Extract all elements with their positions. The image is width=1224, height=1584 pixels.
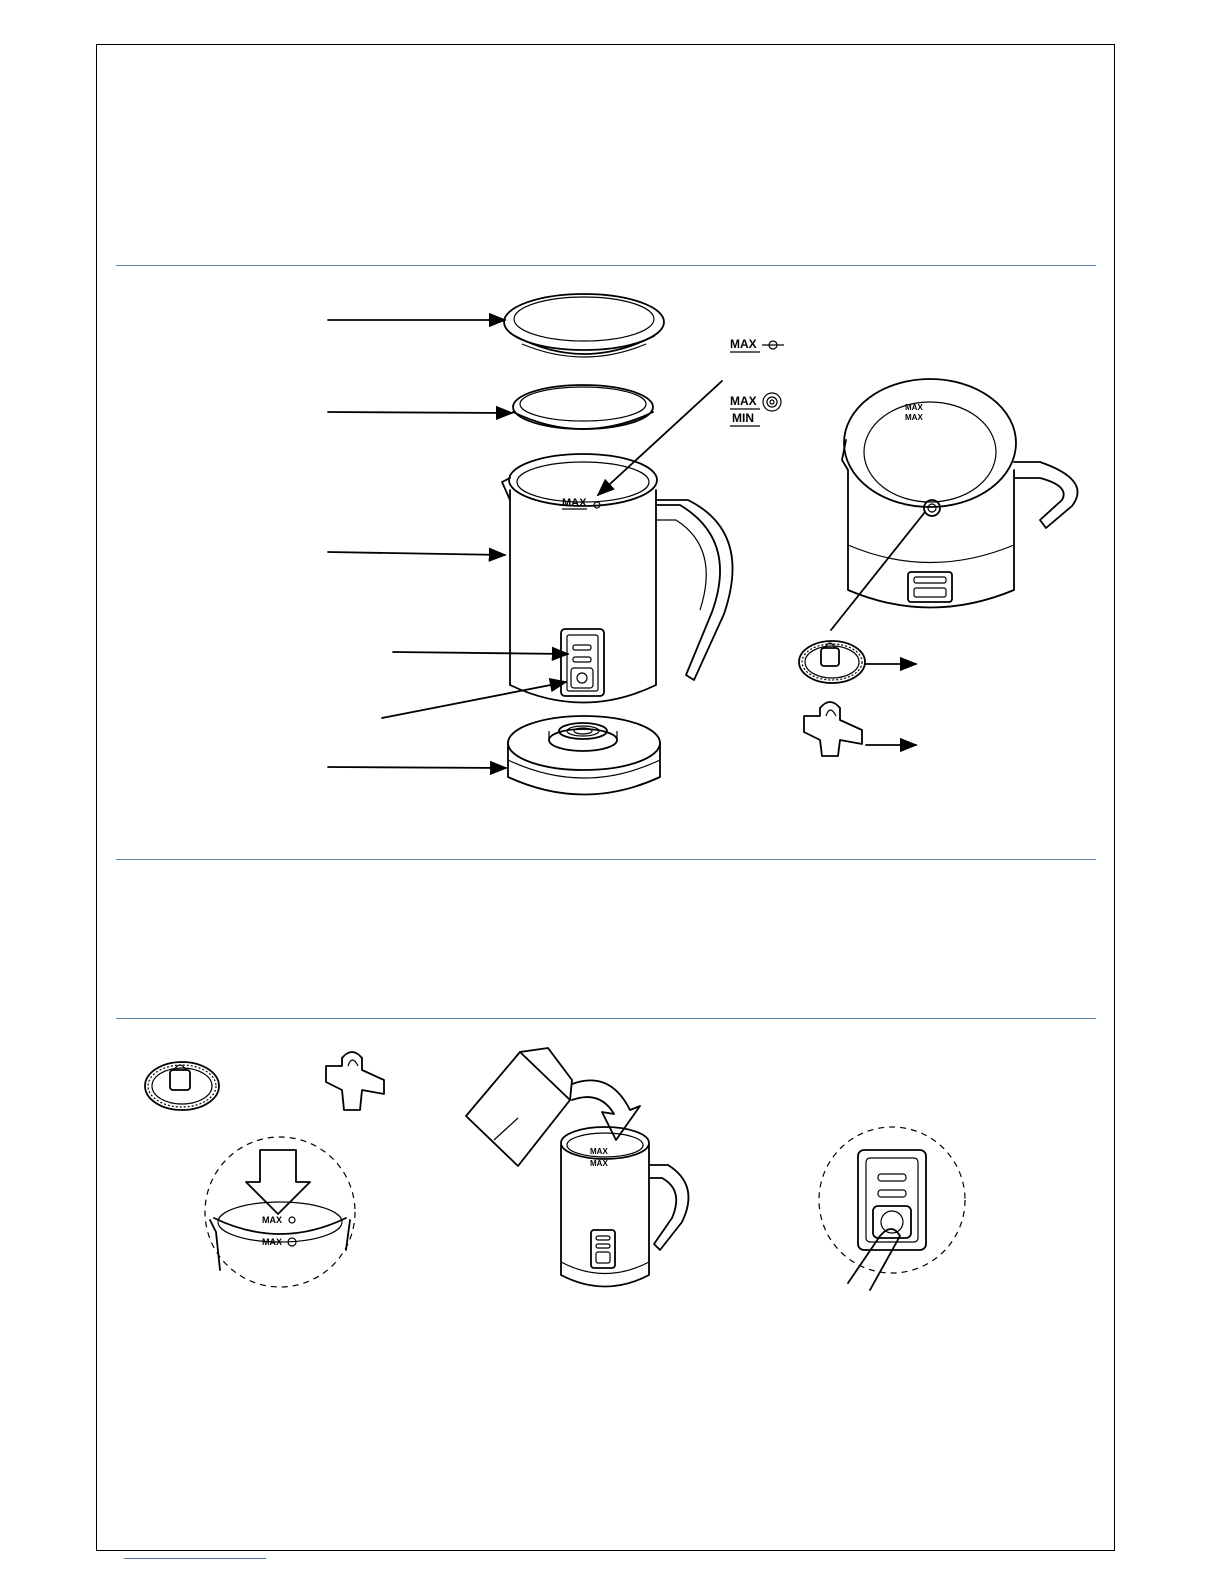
step1-heating-whisk-icon	[326, 1052, 384, 1110]
legend-min-label: MIN	[732, 411, 754, 425]
step1-insert-whisk-detail	[205, 1137, 355, 1287]
jug-pointer	[328, 552, 505, 555]
frothing-whisk-icon	[799, 641, 865, 683]
whisk-location-pointer	[831, 512, 925, 630]
step1-max-label-1: MAX	[262, 1215, 282, 1225]
indicator-pointer	[393, 652, 568, 654]
legend-max-label-2: MAX	[730, 394, 757, 408]
step1-max-label-2: MAX	[262, 1237, 282, 1247]
milk-carton-icon	[466, 1048, 572, 1166]
control-panel-icon	[561, 629, 604, 696]
marking-pointer	[598, 381, 722, 495]
base-pointer	[328, 767, 506, 768]
max-mark-inside	[562, 497, 600, 509]
step2-max-label-1: MAX	[590, 1147, 608, 1156]
jug-icon	[502, 454, 733, 703]
legend-max-min-heat	[730, 393, 781, 426]
step2-max-label-2: MAX	[590, 1159, 608, 1168]
legend-max-froth	[730, 337, 784, 352]
step2-jug-icon	[561, 1127, 688, 1287]
top-view-max-label-1: MAX	[905, 403, 923, 412]
lid-seal-icon	[513, 385, 653, 429]
top-view-max-label-2: MAX	[905, 413, 923, 422]
legend-max-label-1: MAX	[730, 337, 757, 351]
pour-arrow-icon	[572, 1080, 640, 1140]
button-pointer	[382, 682, 566, 718]
max-mark-label: MAX	[562, 497, 587, 509]
lid-icon	[504, 294, 664, 357]
power-base-icon	[508, 716, 660, 795]
step1-frothing-whisk-icon	[145, 1062, 219, 1110]
heating-whisk-icon	[804, 702, 862, 756]
seal-pointer	[328, 412, 512, 413]
